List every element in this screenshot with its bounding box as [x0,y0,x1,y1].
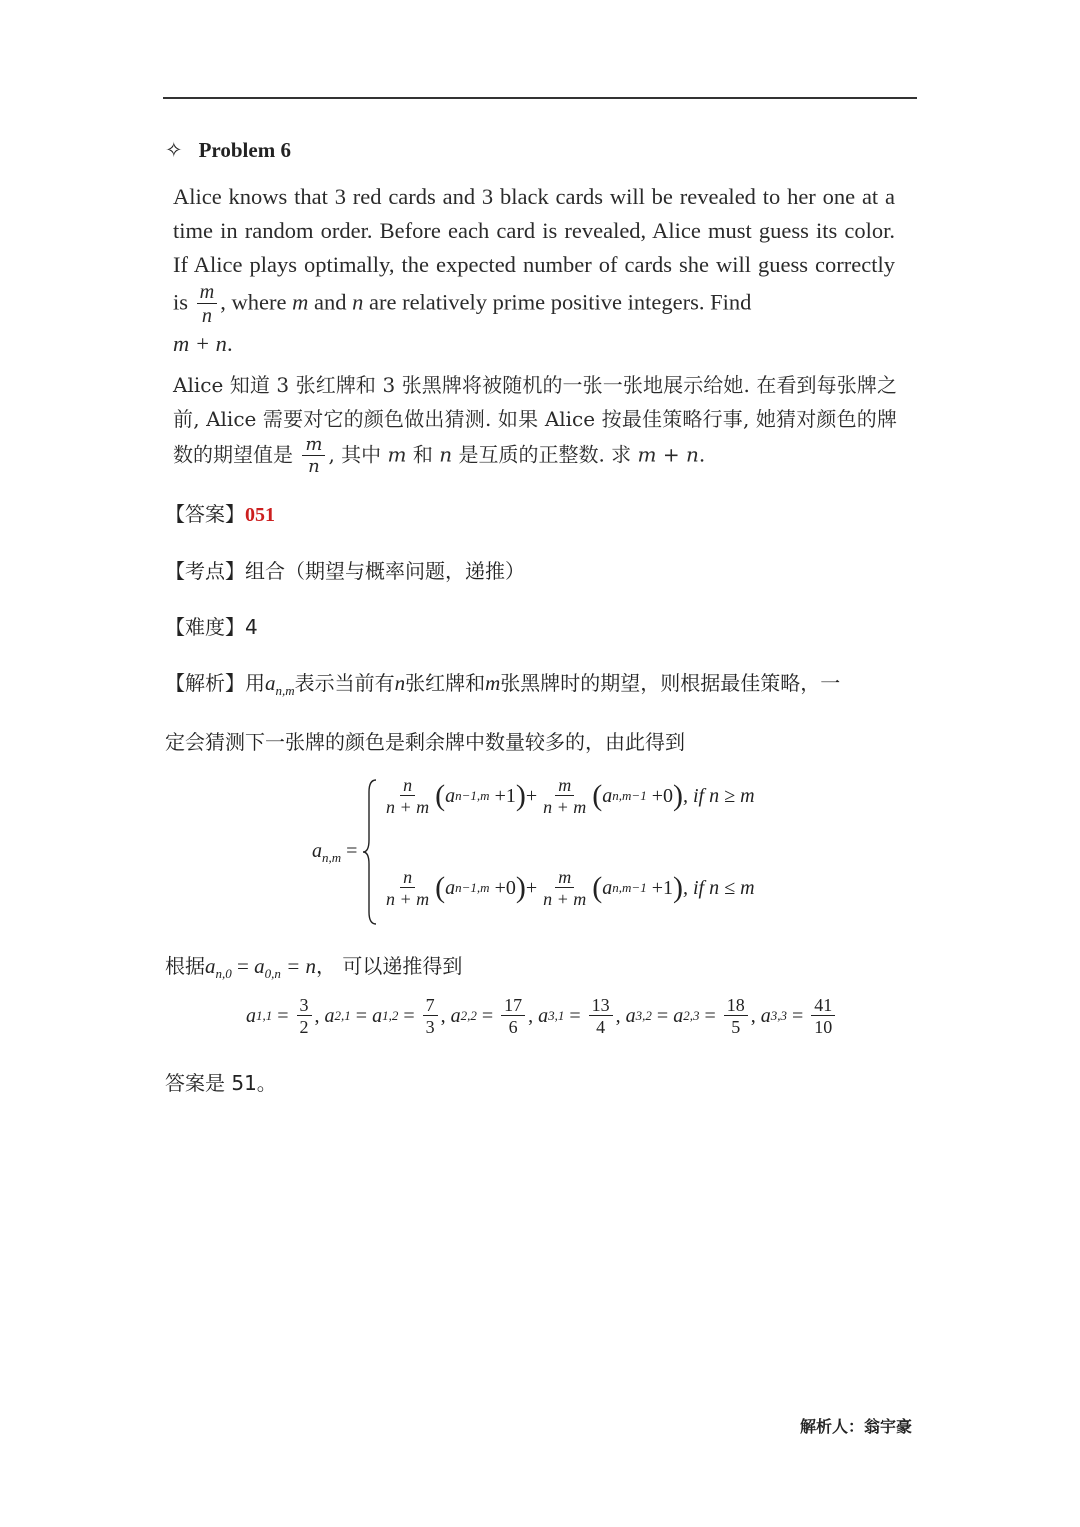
recurrence-term: a 3,1 = $\frac{13}{4}$ , [538,995,626,1037]
left-brace-icon [362,778,378,926]
problem-heading [165,138,291,163]
recurrence-term: a 1,1 = $\frac{3}{2}$ , [246,995,325,1037]
author-credit: 解析人：翁宇豪 [800,1417,913,1436]
formula-case-1: $\frac{n}{n + m}$ ( a n−1,m +1 ) + $\frac{m}{n + m}$ ( a n,m−1 +0 ) , if n ≥ m [386,775,755,817]
topic-line: 【考点】组合（期望与概率问题，递推） [165,559,525,583]
problem-title: Problem 6 [198,138,291,162]
fraction-m-over-n: $\frac{m}{n}$ [197,282,218,327]
conclusion-line: 答案是 51。 [165,1071,277,1095]
analysis-line-2: 定会猜测下一张牌的颜色是剩余牌中数量较多的，由此得到 [165,730,685,754]
recurrence-term: a 3,3 = $\frac{41}{10}$ [761,996,839,1036]
formula-case-2: $\frac{n}{n + m}$ ( a n−1,m +0 ) + $\frac{m}{n + m}$ ( a n,m−1 +1 ) , if n ≤ m [386,867,755,909]
recurrence-values [246,996,838,1036]
analysis-line-1: 【解析】用$a_{n,m}$表示当前有n张红牌和m张黑牌时的期望，则根据最佳策略，一 [165,671,841,698]
recurrence-term: a 3,2 = a 2,3 = $\frac{18}{5}$ , [625,995,761,1037]
problem-text-chinese: Alice 知道 3 张红牌和 3 张黑牌将被随机的一张一张地展示给她. 在看到每张牌之前, Alice 需要对它的颜色做出猜测. 如果 Alice 按最佳策略行事, 她猜对颜色的牌数的期望值是 $\frac{m}{n}$ , 其中 m 和 n 是互质的正整数. 求 m + n. [173,373,897,477]
difficulty-line: 【难度】4 [165,615,258,639]
recurrence-term: a 2,1 = a 1,2 = $\frac{7}{3}$ , [324,995,451,1037]
answer-line: 【答案】051 [165,502,275,526]
problem-text-english: Alice knows that 3 red cards and 3 black cards will be revealed to her one at a time in random order. Before each card is revealed, Alice must guess its color. If Alice plays optimally, the expected number of cards she will guess correctly is $\frac{m}{n}$ , where m and n are relatively prime positive integers. Find m + n. [173,184,895,356]
answer-value: 051 [245,504,275,526]
top-rule [163,97,917,99]
sparkle-icon: ✧ [165,138,183,162]
recurrence-term: a 2,2 = $\frac{17}{6}$ , [450,995,539,1037]
analysis-line-3: 根据$a_{n,0} = a_{0,n} = n$， 可以递推得到 [165,954,463,981]
piecewise-formula: $a_{n,m}$ = $\frac{n}{n + m}$ ( a n−1,m +1 ) + $\frac{m}{n + m}$ ( a n,m−1 +0 ) , if n ≥ m $\frac{n}{n + m}$ ( a n−1,m +0 ) + $\frac{m}{n + m}$ ( a n,m−1 +1 ) , if n ≤ m [312,776,782,928]
fraction-m-over-n-zh: $\frac{m}{n}$ [302,436,325,476]
